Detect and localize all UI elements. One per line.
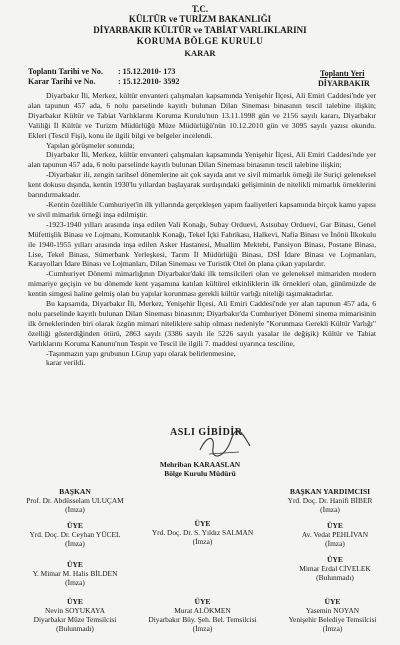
signatory-name: Yrd. Doç. Dr. Ceyhan YÜCEL [29,530,121,539]
signatory-role: ÜYE [326,555,344,564]
signatory-note: (Bulunmadı) [316,573,354,582]
signatory-note: (Bulunmadı) [56,624,94,633]
signatory-role: ÜYE [324,597,341,606]
chair-title: Bölge Kurulu Müdürü [164,469,236,478]
signatory-note: (İmza) [322,624,343,633]
signatory-affiliation: Yenişehir Belediye Temsilcisi [288,615,377,624]
signature-block [270,487,390,514]
signature-block [285,521,385,548]
signatory-role: BAŞKAN YARDIMCISI [289,487,371,496]
decision-date-label: Karar Tarihi ve No. [28,77,96,86]
signatory-name: Y. Mimar M. Halis BİLDEN [32,569,118,578]
signature-block [15,560,135,587]
signatory-role: ÜYE [194,597,211,606]
header-tc: T.C. [191,4,209,14]
signatory-name: Murat ALÖKMEN [174,606,231,615]
signatory-affiliation: Diyarbakır Müze Temsilcisi [33,615,117,624]
header-board-line2: KORUMA BÖLGE KURULU [136,36,264,46]
signatory-affiliation: Diyarbakır Büy. Şeh. Bel. Temsilcisi [148,615,257,624]
signatory-name: Yrd. Doç. Dr. S. Yıldız SALMAN [151,528,254,537]
signatory-note: (İmza) [65,505,85,514]
handwritten-signature [195,430,255,460]
signatory-note: (İmza) [65,578,85,587]
meeting-date-value: : 15.12.2010- 173 [118,67,176,76]
signatory-role: ÜYE [66,521,84,530]
signatory-role: ÜYE [66,560,84,569]
signatory-note: (İmza) [320,505,340,514]
decision-date-value: : 15.12.2010- 3592 [118,77,180,86]
paragraph-group: -Taşınmazın yapı grubunun I.Grup yapı olarak belirlenmesine, [46,348,236,358]
signatory-role: ÜYE [326,521,344,530]
certified-copy-stamp: ASLI GİBİDİR [170,427,243,438]
paragraph-decision: Bu kapsamda, Diyarbakır İli, Merkez, Yenişehir İlçesi, Ali Emiri Caddesi'nde yer alan tapunun 457 ada, 6 nolu parselinde kayıtlı bulunan Dilan Sineması binasının; Diyarbakır'da Cumhuriyet Dönemi sinema mimarisinin ilk örneklerinden biri olarak özgün mimari niteliklere sahip olması nedeniyle "Korunması Gerekli Kültür Varlığı" özelliği gösterdiğinden ötürü, 2863 sayılı (3386 sayılı ile 5226 sayılı yasalar ile değişik) Kültür ve Tabiat Varlıklarını Koruma Kanunu'nun Tespit ve Tescil ile ilgili 7. maddesi uyarınca tesciline, [28,299,376,348]
signatory-name: Yrd. Doç. Dr. Hanifi BİBER [287,496,373,505]
paragraph-subject: Diyarbakır İli, Merkez, kültür envanteri çalışmaları kapsamında Yenişehir İlçesi, Ali Emiri Caddesi'nde yer alan tapunun 457 ada, 6 nolu parselinde kayıtlı bulunan Dilan Sineması binasının tescil talebine ilişkin; [28,150,376,170]
signature-block [285,555,385,582]
meeting-place-label: Toplantı Yeri [320,69,365,78]
signatory-role: BAŞKAN [59,487,91,496]
header-decision: KARAR [184,48,216,58]
chair-name: Mehriban KARAASLAN [159,460,241,469]
paragraph-significance: -Cumhuriyet Dönemi mimarlığının Diyarbakır'daki ilk temsilcileri olan ve geleneksel mimariden modern mimariye geçişin ve bu dönemde kent yaşamına katılan kültürel etkinliklerin ilk örnekleri olan, günümüzde de kentin simgesi haline gelmiş olan bu yapılar korunması gerekli kültür varlığı niteliği taşımaktadırlar. [28,269,376,299]
signature-block [15,597,135,633]
signatory-role: ÜYE [194,519,211,528]
signatory-note: (İmza) [192,537,213,546]
signature-block [20,521,130,548]
header-board-line1: DİYARBAKIR KÜLTÜR ve TABİAT VARLIKLARINI [93,25,307,35]
signature-block [20,487,130,514]
signatory-name: Nevin SOYUKAYA [45,606,105,615]
meeting-date-label: Toplantı Tarihi ve No. [28,67,103,76]
meeting-place-value: DİYARBAKIR [318,79,370,88]
paragraph-buildings: -1923-1940 yılları arasında inşa edilen Vali Konağı, Subay Orduevi, Astsubay Orduevi, Gar Binası, Genel Müfettişlik Binası ve Lojmanı, Komutanlık Konağı, Tekel İçki Fabrikası, Halkevi, Nafia Binası ve İnönü İlkokulu ile 1940-1955 yılları arasında inşa edilen Asker Hastanesi, Muallim Mektebi, Pansiyon Binası, Postane Binası, Lise, Tekel Binası, Sümerbank Yerleşkesi, Tarım İl Müdürlüğü Binası, DSİ İdare Binası ve Lojmanları, Karayolları İdare Binası ve Lojmanları, Dilan Sineması ve Turistik Otel ön plana çıkan yapılardır. [28,219,376,269]
paragraph-closing: karar verildi. [46,358,86,368]
signature-block [275,597,390,633]
signature-block [145,519,260,546]
signature-block [140,597,265,633]
header-ministry: KÜLTÜR ve TURİZM BAKANLIĞI [128,14,272,24]
signatory-note: (İmza) [192,624,213,633]
paragraph-deliberation: Yapılan görüşmeler sonunda; [46,140,135,150]
signatory-name: Prof. Dr. Abdüsselam ULUÇAM [26,496,124,505]
paragraph-history: -Diyarbakır ili, zengin tarihsel dönemlerine ait çok sayıda anıt ve sivil mimarlık örneği ile Suriçi geleneksel kent dokusu dışında, kentin 1930'lu yıllardan başlayarak surdışındaki gelişiminin de nitelikli mimarlık örneklerini barındırmaktadır. [28,170,376,200]
signatory-note: (İmza) [65,539,85,548]
signatory-role: ÜYE [66,597,84,606]
signatory-name: Mimar Erdal CİVELEK [299,564,371,573]
paragraph-republic: -Kentin özellikle Cumhuriyet'in ilk yıllarında gerçekleşen yapım faaliyetleri kapsamında birçok kamu yapısı ve sivil mimarlık örneği inşa edilmiştir. [28,199,376,219]
decision-body [28,91,376,368]
signatory-name: Av. Vedat PEHLİVAN [301,530,369,539]
signatory-name: Yasemin NOYAN [305,606,360,615]
chair-signature-block [150,460,250,478]
signatory-note: (İmza) [325,539,345,548]
paragraph-intro: Diyarbakır İli, Merkez, kültür envanteri çalışmaları kapsamında Yenişehir İlçesi, Ali Emiri Caddesi'nde yer alan tapunun 457 ada, 6 nolu parselinde kayıtlı bulunan Dilan Sineması binasının tescil talebine ilişkin; Diyarbakır Kültür ve Tabiat Varlıklarını Koruma Kurulu'nun 13.11.1998 gün ve 2156 sayılı kararı, Diyarbakır Valiliği İl Kültür ve Turizm Müdürlüğü Müze Müdürlüğü'nün 10.12.2010 gün ve 3095 sayılı yazısı okundu. Ekleri (Tescil Fişi), konu ile ilgili bilgi ve belgeler incelendi. [28,91,376,140]
